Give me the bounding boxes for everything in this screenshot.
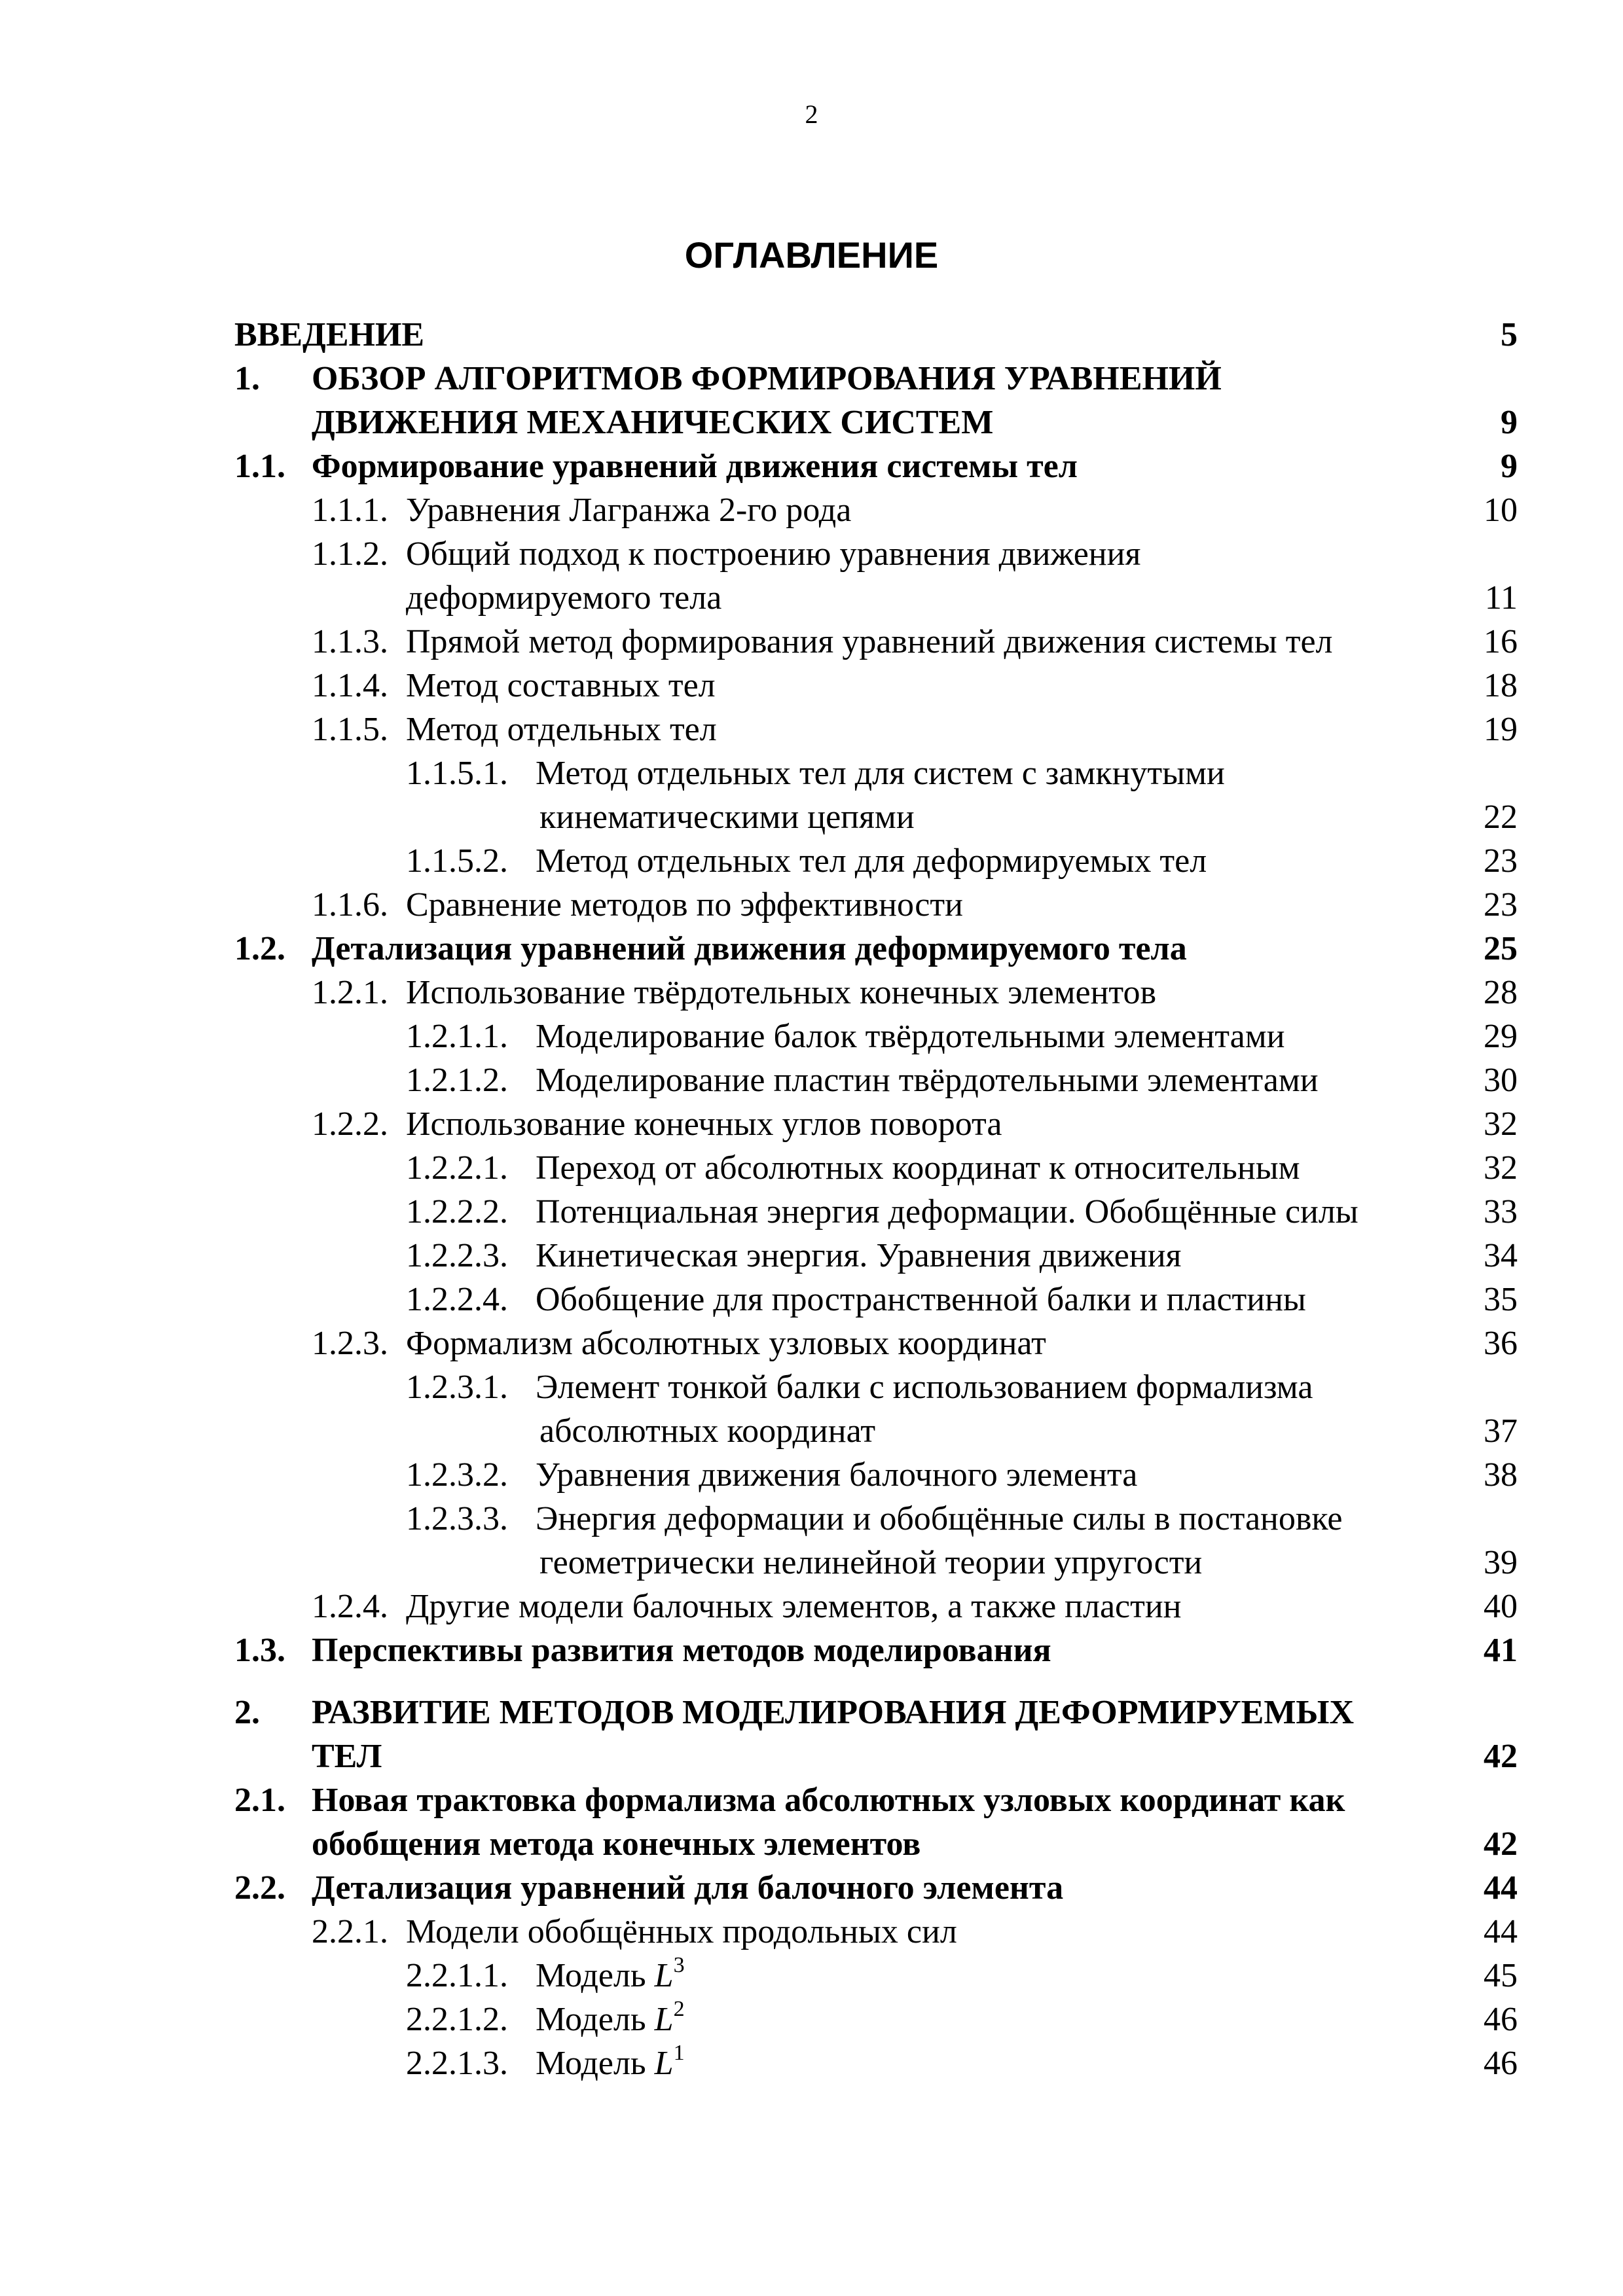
toc-entry-subsection[interactable]: [234, 1585, 1518, 1628]
toc-entry-number: 1.2.3.3.: [406, 1500, 508, 1537]
toc-entry-subsubsection[interactable]: [234, 1234, 1518, 1278]
toc-entry-continuation[interactable]: [234, 795, 1518, 839]
table-of-contents: [234, 313, 1518, 2085]
toc-entry-page: 46: [1484, 2001, 1518, 2038]
toc-entry-text: Элемент тонкой балки с использованием формализма: [536, 1369, 1313, 1406]
toc-entry-subsubsection[interactable]: [234, 1497, 1518, 1541]
toc-entry-page: 9: [1501, 404, 1518, 441]
toc-entry-text-cont: ТЕЛ: [312, 1738, 382, 1775]
toc-entry-subsection[interactable]: [234, 971, 1518, 1014]
toc-entry-text: Общий подход к построению уравнения движения: [406, 535, 1141, 573]
toc-entry-number: 1.1.5.2.: [406, 842, 508, 880]
model-variable: L: [654, 2045, 674, 2082]
toc-entry-page: 23: [1484, 886, 1518, 924]
toc-entry-subsection[interactable]: [234, 1910, 1518, 1954]
toc-entry-subsection[interactable]: [234, 708, 1518, 751]
toc-entry-number: 1.1.5.1.: [406, 755, 508, 792]
toc-entry-subsection[interactable]: [234, 620, 1518, 664]
toc-entry-continuation[interactable]: [234, 1734, 1518, 1778]
toc-entry-text: Формализм абсолютных узловых координат: [406, 1325, 1046, 1362]
toc-entry-section[interactable]: [234, 1628, 1518, 1672]
toc-entry-text-cont: обобщения метода конечных элементов: [312, 1825, 921, 1863]
toc-entry-continuation[interactable]: [234, 1409, 1518, 1453]
toc-entry-chapter[interactable]: [234, 357, 1518, 401]
toc-entry-page: 18: [1484, 667, 1518, 704]
toc-entry-number: 1.1.6.: [312, 886, 388, 924]
toc-entry-number: 1.2.2.1.: [406, 1149, 508, 1187]
toc-entry-page: 28: [1484, 974, 1518, 1011]
toc-entry-text-cont: абсолютных координат: [539, 1412, 876, 1450]
toc-entry-number: 1.2.1.1.: [406, 1018, 508, 1055]
toc-entry-number: 1.1.5.: [312, 711, 388, 748]
toc-entry-page: 38: [1484, 1456, 1518, 1494]
toc-entry-text: [536, 2041, 685, 2085]
toc-entry-number: 1.2.3.2.: [406, 1456, 508, 1494]
toc-entry-number: 2.2.1.1.: [406, 1957, 508, 1994]
model-superscript: 2: [673, 1997, 685, 2021]
toc-entry-page: 44: [1484, 1913, 1518, 1950]
toc-entry-subsubsection[interactable]: [234, 1058, 1518, 1102]
toc-entry-number: 2.1.: [234, 1782, 285, 1819]
toc-entry-text: Метод составных тел: [406, 667, 716, 704]
toc-entry-text: Формирование уравнений движения системы тел: [312, 448, 1078, 485]
toc-entry-number: 2.2.1.2.: [406, 2001, 508, 2038]
toc-entry-text: Метод отдельных тел для деформируемых тел: [536, 842, 1207, 880]
toc-entry-continuation[interactable]: [234, 1541, 1518, 1585]
toc-entry-text: Обобщение для пространственной балки и пластины: [536, 1281, 1306, 1318]
toc-entry-subsection[interactable]: [234, 532, 1518, 576]
toc-entry-page: 42: [1484, 1825, 1518, 1863]
toc-entry-text: ОБЗОР АЛГОРИТМОВ ФОРМИРОВАНИЯ УРАВНЕНИЙ: [312, 360, 1222, 397]
toc-entry-page: 33: [1484, 1193, 1518, 1230]
toc-entry-subsection[interactable]: [234, 1102, 1518, 1146]
toc-entry-text: Уравнения движения балочного элемента: [536, 1456, 1138, 1494]
toc-entry-subsubsection[interactable]: [234, 1278, 1518, 1321]
toc-entry-page: 22: [1484, 798, 1518, 836]
toc-entry-subsubsection[interactable]: [234, 839, 1518, 883]
toc-entry-continuation[interactable]: [234, 401, 1518, 444]
toc-entry-text: РАЗВИТИЕ МЕТОДОВ МОДЕЛИРОВАНИЯ ДЕФОРМИРУЕМЫХ: [312, 1694, 1355, 1731]
toc-entry-page: 11: [1484, 579, 1518, 617]
toc-entry-chapter[interactable]: [234, 1691, 1518, 1734]
toc-entry-introduction[interactable]: [234, 313, 1518, 357]
toc-entry-section[interactable]: [234, 927, 1518, 971]
toc-entry-text: Метод отдельных тел: [406, 711, 717, 748]
toc-entry-subsection[interactable]: [234, 664, 1518, 708]
toc-entry-subsection[interactable]: [234, 883, 1518, 927]
toc-entry-subsubsection[interactable]: [234, 2041, 1518, 2085]
toc-entry-number: 1.1.3.: [312, 623, 388, 660]
toc-entry-text-cont: ДВИЖЕНИЯ МЕХАНИЧЕСКИХ СИСТЕМ: [312, 404, 994, 441]
toc-entry-subsubsection[interactable]: [234, 1998, 1518, 2041]
toc-entry-page: 39: [1484, 1544, 1518, 1581]
toc-entry-subsubsection[interactable]: [234, 1453, 1518, 1497]
toc-entry-page: 30: [1484, 1062, 1518, 1099]
toc-entry-text: Перспективы развития методов моделирования: [312, 1632, 1051, 1669]
toc-entry-page: 16: [1484, 623, 1518, 660]
toc-entry-number: 1.2.2.: [312, 1105, 388, 1143]
toc-entry-text: Потенциальная энергия деформации. Обобщённые силы: [536, 1193, 1359, 1230]
model-label: Модель: [536, 2045, 646, 2082]
toc-entry-text: Использование твёрдотельных конечных элементов: [406, 974, 1157, 1011]
toc-entry-text: Энергия деформации и обобщённые силы в постановке: [536, 1500, 1343, 1537]
toc-entry-subsubsection[interactable]: [234, 751, 1518, 795]
model-variable: L: [654, 1957, 674, 1994]
toc-entry-page: 32: [1484, 1149, 1518, 1187]
toc-entry-number: 1.2.4.: [312, 1588, 388, 1625]
toc-entry-number: 2.: [234, 1694, 260, 1731]
toc-entry-text: Уравнения Лагранжа 2-го рода: [406, 492, 852, 529]
toc-entry-number: 2.2.1.: [312, 1913, 388, 1950]
toc-entry-number: 1.2.3.1.: [406, 1369, 508, 1406]
toc-entry-number: 1.1.1.: [312, 492, 388, 529]
toc-entry-page: 35: [1484, 1281, 1518, 1318]
toc-entry-page: 46: [1484, 2045, 1518, 2082]
model-superscript: 3: [673, 1953, 685, 1977]
toc-entry-page: 42: [1484, 1738, 1518, 1775]
toc-entry-page: 9: [1501, 448, 1518, 485]
toc-entry-text: Использование конечных углов поворота: [406, 1105, 1002, 1143]
toc-entry-subsection[interactable]: [234, 488, 1518, 532]
toc-entry-number: 2.2.1.3.: [406, 2045, 508, 2082]
toc-entry-text: Переход от абсолютных координат к относительным: [536, 1149, 1300, 1187]
toc-entry-number: 1.3.: [234, 1632, 285, 1669]
toc-entry-page: 5: [1501, 316, 1518, 353]
toc-entry-number: 1.2.3.: [312, 1325, 388, 1362]
toc-entry-page: 10: [1484, 492, 1518, 529]
toc-entry-number: 1.1.: [234, 448, 285, 485]
model-superscript: 1: [673, 2041, 685, 2065]
toc-entry-subsubsection[interactable]: [234, 1190, 1518, 1234]
toc-entry-page: 45: [1484, 1957, 1518, 1994]
toc-entry-text: Сравнение методов по эффективности: [406, 886, 963, 924]
toc-entry-text: [536, 1998, 685, 2041]
toc-entry-page: 23: [1484, 842, 1518, 880]
toc-entry-text: Новая трактовка формализма абсолютных узловых координат как: [312, 1782, 1345, 1819]
toc-entry-number: 1.2.1.: [312, 974, 388, 1011]
toc-entry-text: Моделирование пластин твёрдотельными элементами: [536, 1062, 1319, 1099]
toc-entry-subsection[interactable]: [234, 1321, 1518, 1365]
toc-entry-subsubsection[interactable]: [234, 1146, 1518, 1190]
toc-entry-number: 1.2.1.2.: [406, 1062, 508, 1099]
toc-entry-text-cont: деформируемого тела: [406, 579, 722, 617]
toc-title: ОГЛАВЛЕНИЕ: [684, 234, 939, 276]
toc-entry-section[interactable]: [234, 1778, 1518, 1822]
toc-entry-text-cont: кинематическими цепями: [539, 798, 915, 836]
toc-entry-section[interactable]: [234, 1866, 1518, 1910]
toc-entry-number: 1.2.2.3.: [406, 1237, 508, 1274]
toc-entry-text-cont: геометрически нелинейной теории упругости: [539, 1544, 1203, 1581]
toc-entry-page: 34: [1484, 1237, 1518, 1274]
toc-entry-number: 2.2.: [234, 1869, 285, 1907]
toc-entry-text: Детализация уравнений движения деформируемого тела: [312, 930, 1187, 967]
toc-entry-subsubsection[interactable]: [234, 1365, 1518, 1409]
toc-entry-section[interactable]: [234, 444, 1518, 488]
toc-entry-text: Метод отдельных тел для систем с замкнутыми: [536, 755, 1225, 792]
toc-entry-number: 1.1.4.: [312, 667, 388, 704]
page-number: 2: [805, 99, 818, 129]
toc-entry-number: 1.2.: [234, 930, 285, 967]
toc-entry-continuation[interactable]: [234, 576, 1518, 620]
toc-entry-subsubsection[interactable]: [234, 1014, 1518, 1058]
toc-entry-page: 29: [1484, 1018, 1518, 1055]
model-label: Модель: [536, 2001, 646, 2038]
toc-entry-text: Прямой метод формирования уравнений движения системы тел: [406, 623, 1333, 660]
toc-entry-text: ВВЕДЕНИЕ: [234, 316, 425, 353]
toc-entry-page: 41: [1484, 1632, 1518, 1669]
toc-entry-subsubsection[interactable]: [234, 1954, 1518, 1998]
toc-entry-page: 32: [1484, 1105, 1518, 1143]
toc-entry-number: 1.: [234, 360, 260, 397]
toc-entry-page: 25: [1484, 930, 1518, 967]
toc-entry-number: 1.2.2.2.: [406, 1193, 508, 1230]
toc-entry-continuation[interactable]: [234, 1822, 1518, 1866]
model-label: Модель: [536, 1957, 646, 1994]
toc-entry-page: 40: [1484, 1588, 1518, 1625]
toc-entry-text: [536, 1954, 685, 1998]
toc-entry-page: 44: [1484, 1869, 1518, 1907]
model-variable: L: [654, 2001, 674, 2038]
toc-entry-text: Модели обобщённых продольных сил: [406, 1913, 957, 1950]
toc-entry-text: Детализация уравнений для балочного элемента: [312, 1869, 1064, 1907]
toc-entry-text: Моделирование балок твёрдотельными элементами: [536, 1018, 1285, 1055]
toc-entry-page: 36: [1484, 1325, 1518, 1362]
toc-entry-text: Другие модели балочных элементов, а также пластин: [406, 1588, 1182, 1625]
toc-entry-number: 1.2.2.4.: [406, 1281, 508, 1318]
toc-entry-page: 37: [1484, 1412, 1518, 1450]
toc-entry-page: 19: [1484, 711, 1518, 748]
toc-entry-number: 1.1.2.: [312, 535, 388, 573]
toc-entry-text: Кинетическая энергия. Уравнения движения: [536, 1237, 1182, 1274]
